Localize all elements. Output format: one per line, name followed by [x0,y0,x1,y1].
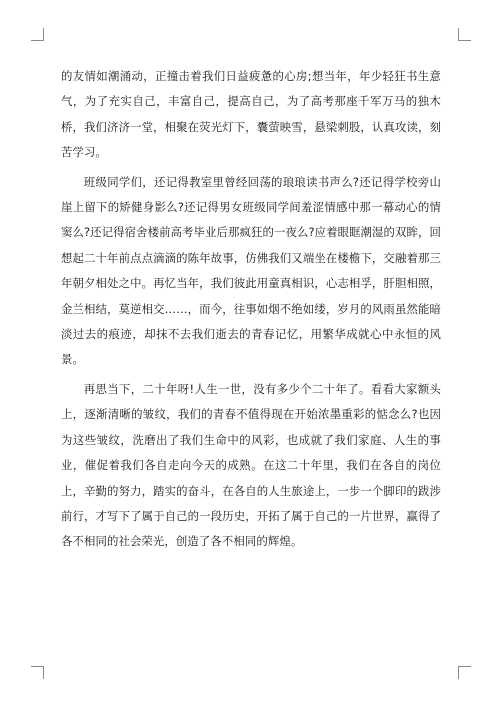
crop-mark-bottom-left [31,666,44,679]
crop-mark-bottom-right [458,666,471,679]
paragraph-1: 的友情如潮涌动，正撞击着我们日益疲惫的心房;想当年，年少轻狂书生意气，为了充实自己，丰富自己，提高自己，为了高考那座千军万马的独木桥，我们济济一堂，相聚在荧光灯下，囊萤映雪，悬梁刺股，认真攻读，刻苦学习。 [61,69,441,160]
paragraph-2: 班级同学们，还记得教室里曾经回荡的琅琅读书声么?还记得学校旁山崖上留下的矫健身影么?还记得男女班级同学间羞涩情感中那一幕动心的情窦么?还记得宿舍楼前高考毕业后那疯狂的一夜么?应着眼眶潮湿的双眸，回想起二十年前点点滴滴的陈年故事，仿佛我们又端坐在楼檐下，交融着那三年朝夕相处之中。再忆当年，我们彼此用童真相识，心志相孚，肝胆相照，金兰相结，莫逆相交……，而今，往事如烟不绝如缕，岁月的风雨虽然能暗淡过去的痕迹，却抹不去我们逝去的青春记忆，用繁华成就心中永恒的风景。 [61,174,441,367]
crop-mark-top-right [458,28,471,41]
paragraph-3: 再思当下，二十年呀!人生一世，没有多少个二十年了。看看大家额头上，逐渐清晰的皱纹，我们的青春不值得现在开始浓墨重彩的惦念么?也因为这些皱纹，洗磨出了我们生命中的风彩，也成就了我们家庭、人生的事业，催促着我们各自走向今天的成熟。在这二十年里，我们在各自的岗位上，辛勤的努力，踏实的奋斗，在各自的人生旅途上，一步一个脚印的跋涉前行，才写下了属于自己的一段历史，开拓了属于自己的一片世界，赢得了各不相同的社会荣光，创造了各不相同的辉煌。 [61,381,441,549]
crop-mark-top-left [31,28,44,41]
document-body [61,64,441,559]
